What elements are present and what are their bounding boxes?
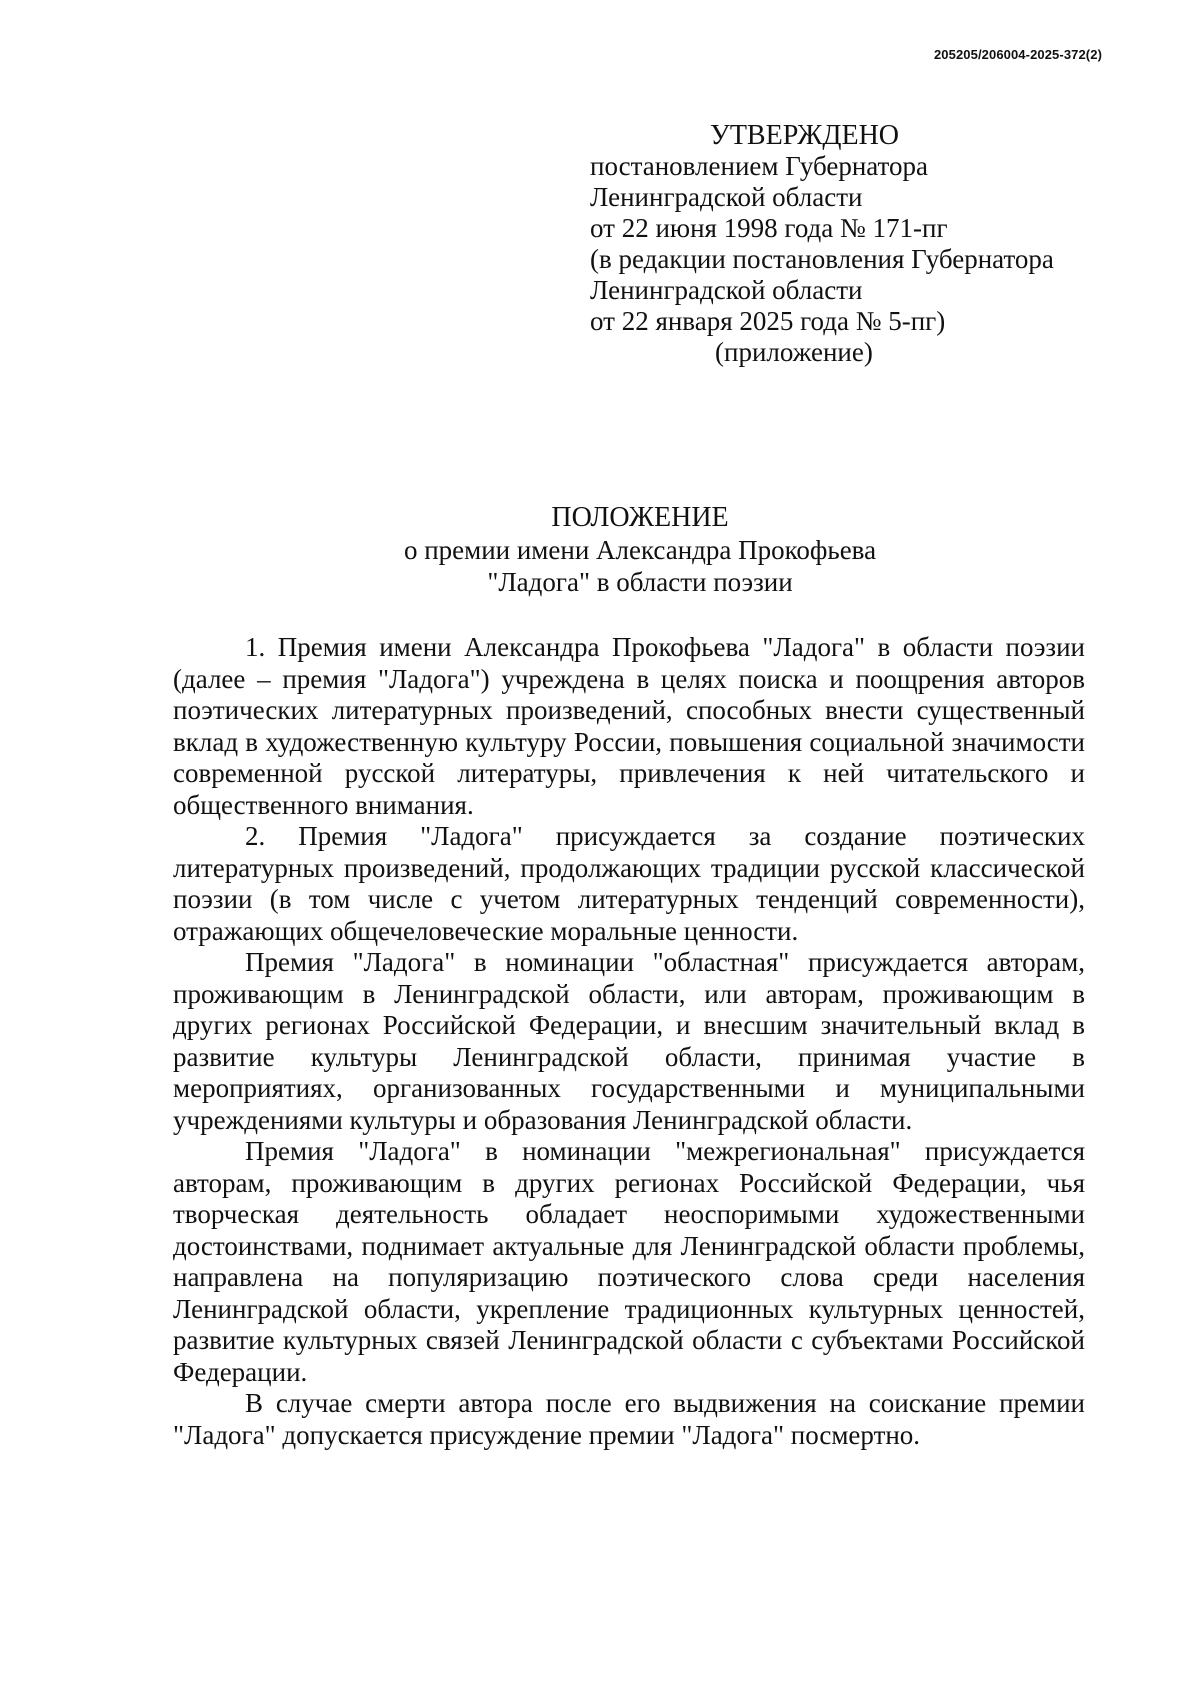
paragraph: 2. Премия "Ладога" присуждается за создание поэтических литературных произведений, продолжающих традиции русской классической поэзии (в том числе с учетом литературных тенденций современности), отражающих общечеловеческие моральные ценности. bbox=[173, 821, 1085, 946]
document-subtitle-line: о премии имени Александра Прокофьева bbox=[403, 535, 877, 565]
approval-line: постановлением Губернатора bbox=[590, 151, 928, 181]
approval-title: УТВЕРЖДЕНО bbox=[710, 120, 900, 151]
approval-line: от 22 июня 1998 года № 171-пг bbox=[590, 213, 948, 243]
document-body bbox=[173, 632, 1085, 1451]
approval-line: Ленинградской области bbox=[590, 275, 863, 305]
document-subtitle-line: "Ладога" в области поэзии bbox=[487, 567, 793, 597]
approval-stamp bbox=[590, 120, 1054, 368]
approval-line: (в редакции постановления Губернатора bbox=[590, 244, 1054, 274]
paragraph: 1. Премия имени Александра Прокофьева "Ладога" в области поэзии (далее – премия "Ладога") учреждена в целях поиска и поощрения авторов поэтических литературных произведений, способных внести существенный вклад в художественную культуру России, повышения социальной значимости современной русской литературы, привлечения к ней читательского и общественного внимания. bbox=[173, 632, 1085, 820]
approval-line: Ленинградской области bbox=[590, 182, 863, 212]
document-heading bbox=[0, 502, 1200, 598]
paragraph: В случае смерти автора после его выдвижения на соискание премии "Ладога" допускается присуждение премии "Ладога" посмертно. bbox=[173, 1388, 1085, 1450]
approval-line: от 22 января 2025 года № 5-пг) bbox=[590, 306, 946, 336]
document-number: 205205/206004-2025-372(2) bbox=[933, 47, 1102, 62]
approval-annex: (приложение) bbox=[715, 337, 873, 367]
paragraph: Премия "Ладога" в номинации "межрегиональная" присуждается авторам, проживающим в других регионах Российской Федерации, чья творческая деятельность обладает неоспоримыми художественными достоинствами, поднимает актуальные для Ленинградской области проблемы, направлена на популяризацию поэтического слова среди населения Ленинградской области, укрепление традиционных культурных ценностей, развитие культурных связей Ленинградской области с субъектами Российской Федерации. bbox=[173, 1136, 1085, 1387]
document-title: ПОЛОЖЕНИЕ bbox=[551, 502, 729, 533]
paragraph: Премия "Ладога" в номинации "областная" присуждается авторам, проживающим в Ленинградской области, или авторам, проживающим в других регионах Российской Федерации, и внесшим значительный вклад в развитие культуры Ленинградской области, принимая участие в мероприятиях, организованных государственными и муниципальными учреждениями культуры и образования Ленинградской области. bbox=[173, 947, 1085, 1135]
